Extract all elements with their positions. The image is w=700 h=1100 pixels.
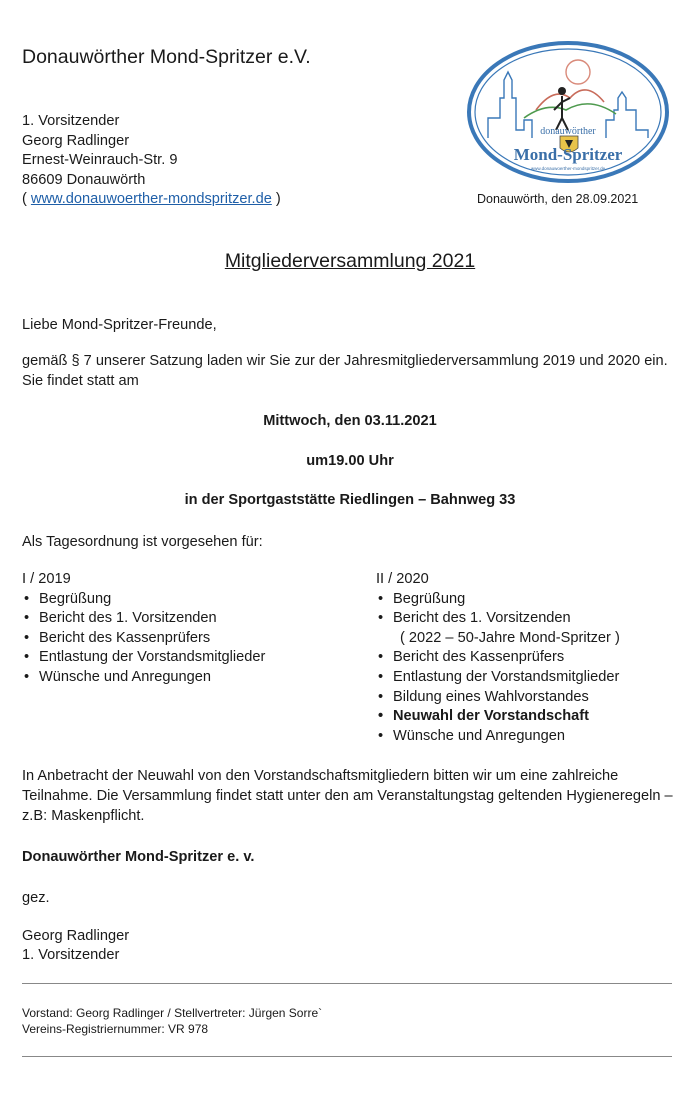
agenda-2019-heading: I / 2019 (22, 571, 71, 587)
list-item: • Begrüßung (376, 590, 620, 610)
agenda-2020-list (376, 590, 620, 747)
event-location: in der Sportgaststätte Riedlingen – Bahnweg 33 (184, 492, 516, 508)
footer-bottom-divider (22, 1056, 672, 1057)
agenda-2019 (22, 570, 265, 688)
website-link[interactable]: www.donauwoerther-mondspritzer.de (30, 191, 272, 207)
club-logo-graphic (466, 40, 670, 184)
footer-board: Vorstand: Georg Radlinger / Stellvertreter: Jürgen Sorre` (22, 1006, 323, 1020)
list-item: • Bericht des 1. Vorsitzenden (376, 609, 620, 629)
address-line-street: Ernest-Weinrauch-Str. 9 (22, 152, 178, 168)
signature-name: Georg Radlinger (22, 928, 130, 944)
sender-address (22, 112, 281, 210)
logo-main-text: Mond-Spritzer (513, 145, 623, 164)
closing-paragraph: In Anbetracht der Neuwahl von den Vorstandschaftsmitgliedern bitten wir um eine zahlreiche Teilnahme. Die Versammlung findet statt unter den am Veranstaltungstag geltenden Hygieneregeln – z.B: Maskenpflicht. (22, 768, 673, 824)
website-open-paren: ( (22, 191, 31, 207)
event-date: Mittwoch, den 03.11.2021 (263, 413, 437, 429)
greeting: Liebe Mond-Spritzer-Freunde, (22, 317, 217, 333)
list-item: • Bericht des Kassenprüfers (376, 648, 620, 668)
list-item: • Entlastung der Vorstandsmitglieder (376, 668, 620, 688)
club-logo (466, 40, 670, 184)
agenda-2020-heading: II / 2020 (376, 571, 429, 587)
list-item: • Neuwahl der Vorstandschaft (376, 707, 620, 727)
address-line-name: Georg Radlinger (22, 132, 130, 149)
logo-small-text: www.donauwoerther-mondspritzer.de (530, 166, 606, 171)
list-item: ( 2022 – 50-Jahre Mond-Spritzer ) (400, 629, 620, 646)
logo-top-text: donauwörther (540, 126, 596, 137)
list-item: • Bericht des Kassenprüfers (22, 629, 265, 649)
footer-top-divider (22, 983, 672, 984)
agenda-2020 (376, 570, 620, 746)
letter-date: Donauwörth, den 28.09.2021 (477, 192, 639, 206)
document-title: Mitgliederversammlung 2021 (224, 250, 476, 272)
intro-paragraph: gemäß § 7 unserer Satzung laden wir Sie zur der Jahresmitgliederversammlung 2019 und 2020 ein. Sie findet statt am (22, 353, 668, 389)
event-time: um19.00 Uhr (306, 453, 394, 469)
agenda-2019-list (22, 590, 265, 688)
signature-organization: Donauwörther Mond-Spritzer e. v. (22, 849, 255, 865)
address-line-role: 1. Vorsitzender (22, 113, 120, 129)
list-item: • Wünsche und Anregungen (376, 727, 620, 747)
list-item: • Begrüßung (22, 590, 265, 610)
signature-role: 1. Vorsitzender (22, 947, 120, 963)
list-item: • Wünsche und Anregungen (22, 668, 265, 688)
list-item: • Bericht des 1. Vorsitzenden (22, 609, 265, 629)
website-close-paren: ) (271, 191, 281, 207)
list-item: • Bildung eines Wahlvorstandes (376, 688, 620, 708)
list-item: • Entlastung der Vorstandsmitglieder (22, 648, 265, 668)
organization-name: Donauwörther Mond-Spritzer e.V. (22, 46, 311, 68)
footer-registry: Vereins-Registriernummer: VR 978 (22, 1022, 209, 1036)
signature-gez: gez. (22, 890, 50, 906)
website-line (22, 190, 281, 210)
agenda-intro: Als Tagesordnung ist vorgesehen für: (22, 534, 263, 550)
address-line-city: 86609 Donauwörth (22, 171, 146, 188)
